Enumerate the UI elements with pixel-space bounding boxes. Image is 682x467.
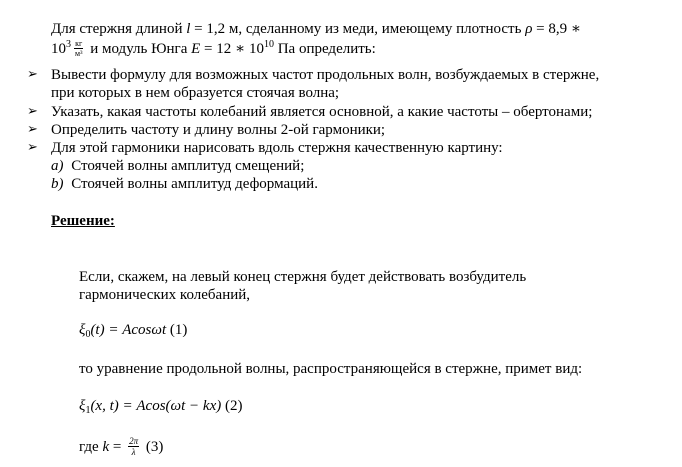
equation-2-number: (2) [221,398,243,414]
problem-intro-line-1 [51,20,581,38]
solution-para-1-line-2: гармонических колебаний, [79,287,251,303]
density-symbol: ρ [525,21,533,37]
subtask-b [51,175,318,193]
task-2: Указать, какая частоты колебаний является основной, а какие частоты – обертонами; [51,104,593,120]
equation-1-number: (1) [166,322,188,338]
solution-para-1-line-1: Если, скажем, на левый конец стержня будет действовать возбудитель [79,269,527,285]
equation-3 [79,437,163,458]
wavenumber-symbol: k [102,438,110,455]
subtask-marker: a) [51,158,64,174]
problem-intro-line-2 [51,40,376,59]
fraction-numerator: 2π [129,436,139,446]
intro-text-b: и модуль Юнга [86,41,192,57]
task-4: Для этой гармоники нарисовать вдоль стержня качественную картину: [51,140,503,156]
equation-2 [79,397,242,415]
task-1-line-1: Вывести формулу для возможных частот продольных волн, возбуждаемых в стержне, [51,67,600,83]
subtask-a [51,157,304,175]
equation-3-number: (3) [142,438,164,455]
length-symbol: l [186,21,191,37]
density-exponent: 3 [66,39,71,50]
intro-text-eq2: = 8,9 ∗ [532,21,582,37]
fraction-denominator: λ [131,447,136,457]
intro-text-a: Для стержня длиной [51,21,187,37]
bullet-arrow-icon: ➢ [27,122,38,137]
equation-1 [79,321,187,339]
task-1-line-2: при которых в нем образуется стоячая волна; [51,85,340,101]
task-3: Определить частоту и длину волны 2-ой гармоники; [51,122,386,138]
bullet-arrow-icon: ➢ [27,140,38,155]
young-modulus-symbol: E [191,41,201,57]
xi-symbol: ξ [79,322,86,338]
subtask-marker: b) [51,176,64,192]
xi-subscript: 0 [85,329,91,340]
bullet-arrow-icon: ➢ [27,67,38,82]
density-unit-fraction [74,39,83,58]
subtask-text: Стоячей волны амплитуд деформаций. [71,176,318,192]
xi-symbol: ξ [79,398,86,414]
young-modulus-exponent: 10 [263,39,274,50]
intro-text-d: Па определить: [273,41,376,57]
intro-text-c: = 12 ∗ 10 [200,41,264,57]
density-base: 10 [51,41,66,57]
equation-3-prefix: где [79,438,103,455]
density-unit-denominator: м³ [75,49,83,59]
equation-2-body: (x, t) = Acos(ωt − kx) [90,398,222,414]
solution-heading: Решение: [51,213,115,229]
wavenumber-fraction [128,436,139,457]
subtask-text: Стоячей волны амплитуд смещений; [71,158,305,174]
solution-para-2: то уравнение продольной волны, распространяющейся в стержне, примет вид: [79,361,583,377]
equation-1-body: (t) = Acosωt [90,322,167,338]
equation-3-equals: = [109,438,126,455]
bullet-arrow-icon: ➢ [27,104,38,119]
density-unit-numerator: кг [75,39,83,49]
xi-subscript: 1 [85,405,91,416]
intro-text-eq1: = 1,2 м, сделанному из меди, имеющему плотность [190,21,526,37]
